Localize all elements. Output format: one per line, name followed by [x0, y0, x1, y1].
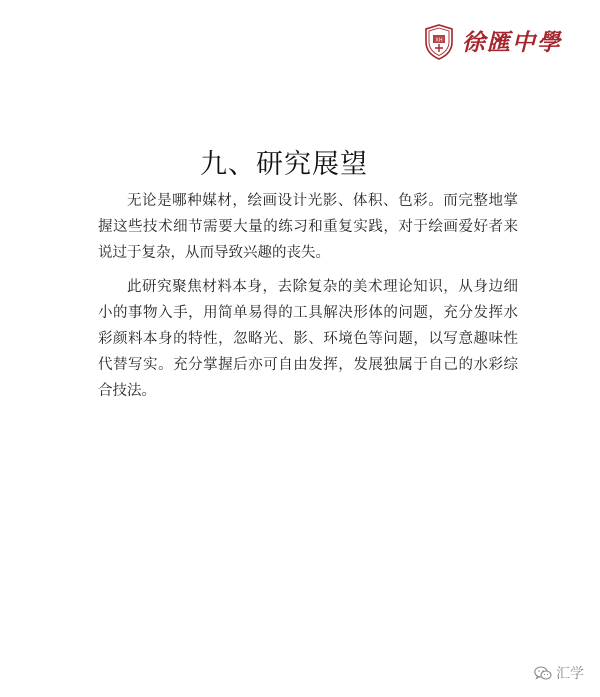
watermark-label: 汇学 — [556, 666, 584, 682]
wechat-icon — [534, 666, 552, 681]
crest-text: XH — [435, 37, 443, 44]
school-crest-icon — [424, 24, 454, 60]
watermark — [534, 663, 584, 683]
school-header — [424, 24, 562, 60]
section-title: 九、研究展望 — [200, 149, 368, 180]
body-text — [98, 188, 518, 412]
school-name: 徐匯中學 — [462, 28, 562, 56]
paragraph-1: 无论是哪种媒材，绘画设计光影、体积、色彩。而完整地掌握这些技术细节需要大量的练习和重复实践，对于绘画爱好者来说过于复杂，从而导致兴趣的丧失。 — [98, 193, 518, 261]
paragraph-2: 此研究聚焦材料本身，去除复杂的美术理论知识，从身边细小的事物入手，用简单易得的工具解决形体的问题，充分发挥水彩颜料本身的特性，忽略光、影、环境色等问题，以写意趣味性代替写实。充分掌握后亦可自由发挥，发展独属于自己的水彩综合技法。 — [98, 279, 518, 399]
